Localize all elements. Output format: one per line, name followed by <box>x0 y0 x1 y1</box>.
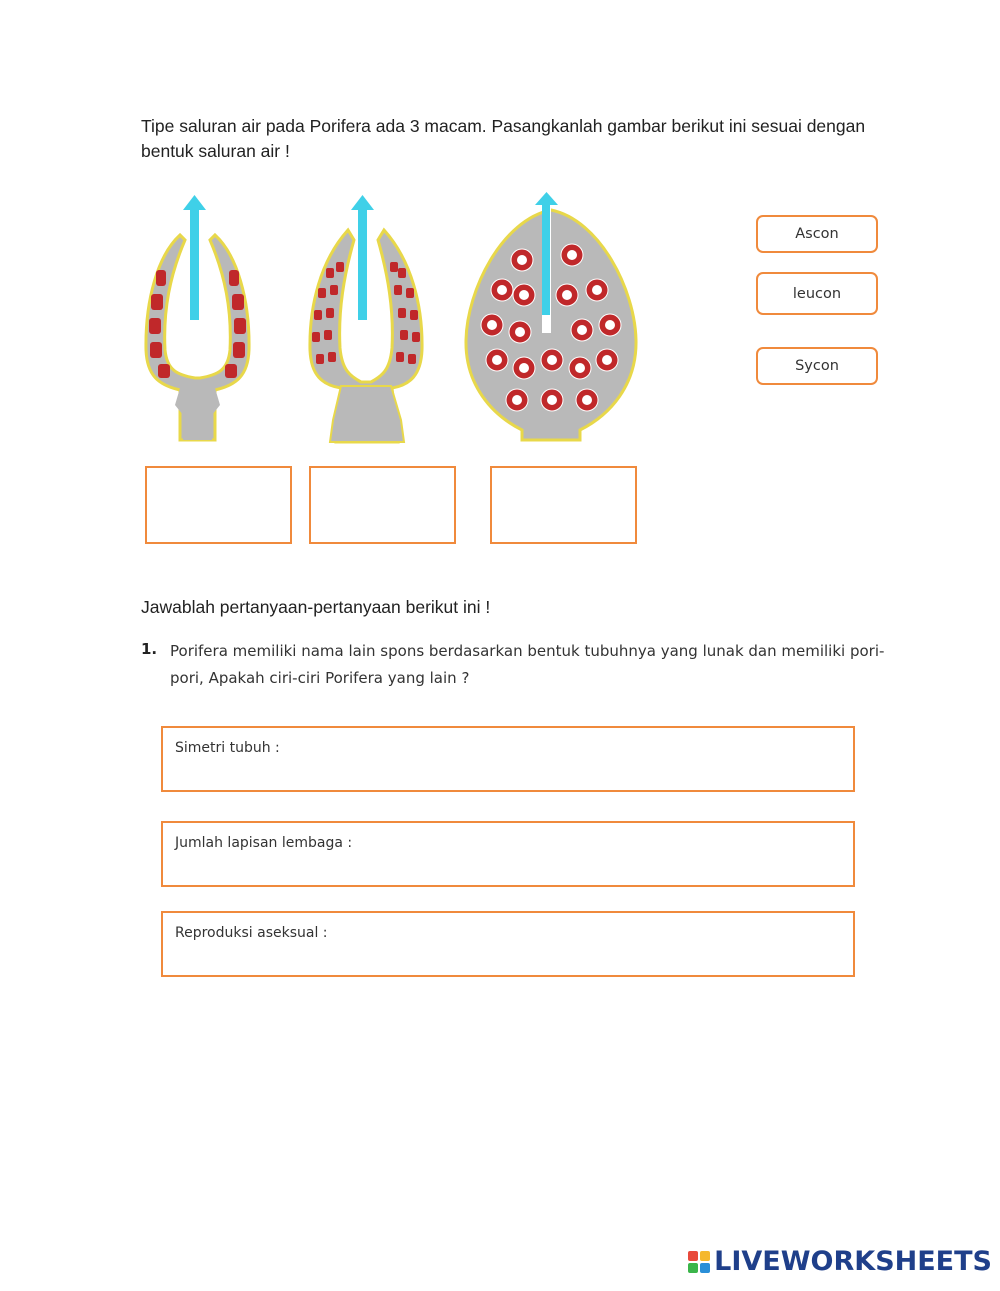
sponge-diagram-ascon <box>140 190 255 445</box>
logo-text: LIVEWORKSHEETS <box>714 1246 992 1277</box>
answer-drop-box-2[interactable] <box>309 466 456 544</box>
answer-drop-box-3[interactable] <box>490 466 637 544</box>
question-text: Porifera memiliki nama lain spons berdasarkan bentuk tubuhnya yang lunak dan memiliki pori-pori, Apakah ciri-ciri Porifera yang lain ? <box>170 642 885 687</box>
symmetry-input[interactable] <box>173 762 843 788</box>
sponge-diagram-sycon <box>306 190 426 445</box>
instructions-text: Tipe saluran air pada Porifera ada 3 macam. Pasangkanlah gambar berikut ini sesuai dengan bentuk saluran air ! <box>141 116 866 161</box>
answer-label: Jumlah lapisan lembaga : <box>175 835 353 851</box>
answer-label: Simetri tubuh : <box>175 740 280 756</box>
answer-box-asexual-reproduction[interactable] <box>161 911 855 977</box>
answer-label: Reproduksi aseksual : <box>175 925 328 941</box>
liveworksheets-logo <box>688 1246 992 1277</box>
logo-mark-icon <box>688 1251 710 1273</box>
answer-box-germ-layers[interactable] <box>161 821 855 887</box>
section-title: Jawablah pertanyaan-pertanyaan berikut ini ! <box>141 597 491 617</box>
question-number: 1. <box>141 640 158 658</box>
answer-box-symmetry[interactable] <box>161 726 855 792</box>
option-ascon[interactable]: Ascon <box>756 215 878 253</box>
answer-drop-box-1[interactable] <box>145 466 292 544</box>
sponge-diagram-leucon <box>462 190 640 445</box>
option-sycon[interactable]: Sycon <box>756 347 878 385</box>
asexual-reproduction-input[interactable] <box>173 947 843 973</box>
germ-layers-input[interactable] <box>173 857 843 883</box>
option-leucon[interactable]: leucon <box>756 272 878 315</box>
